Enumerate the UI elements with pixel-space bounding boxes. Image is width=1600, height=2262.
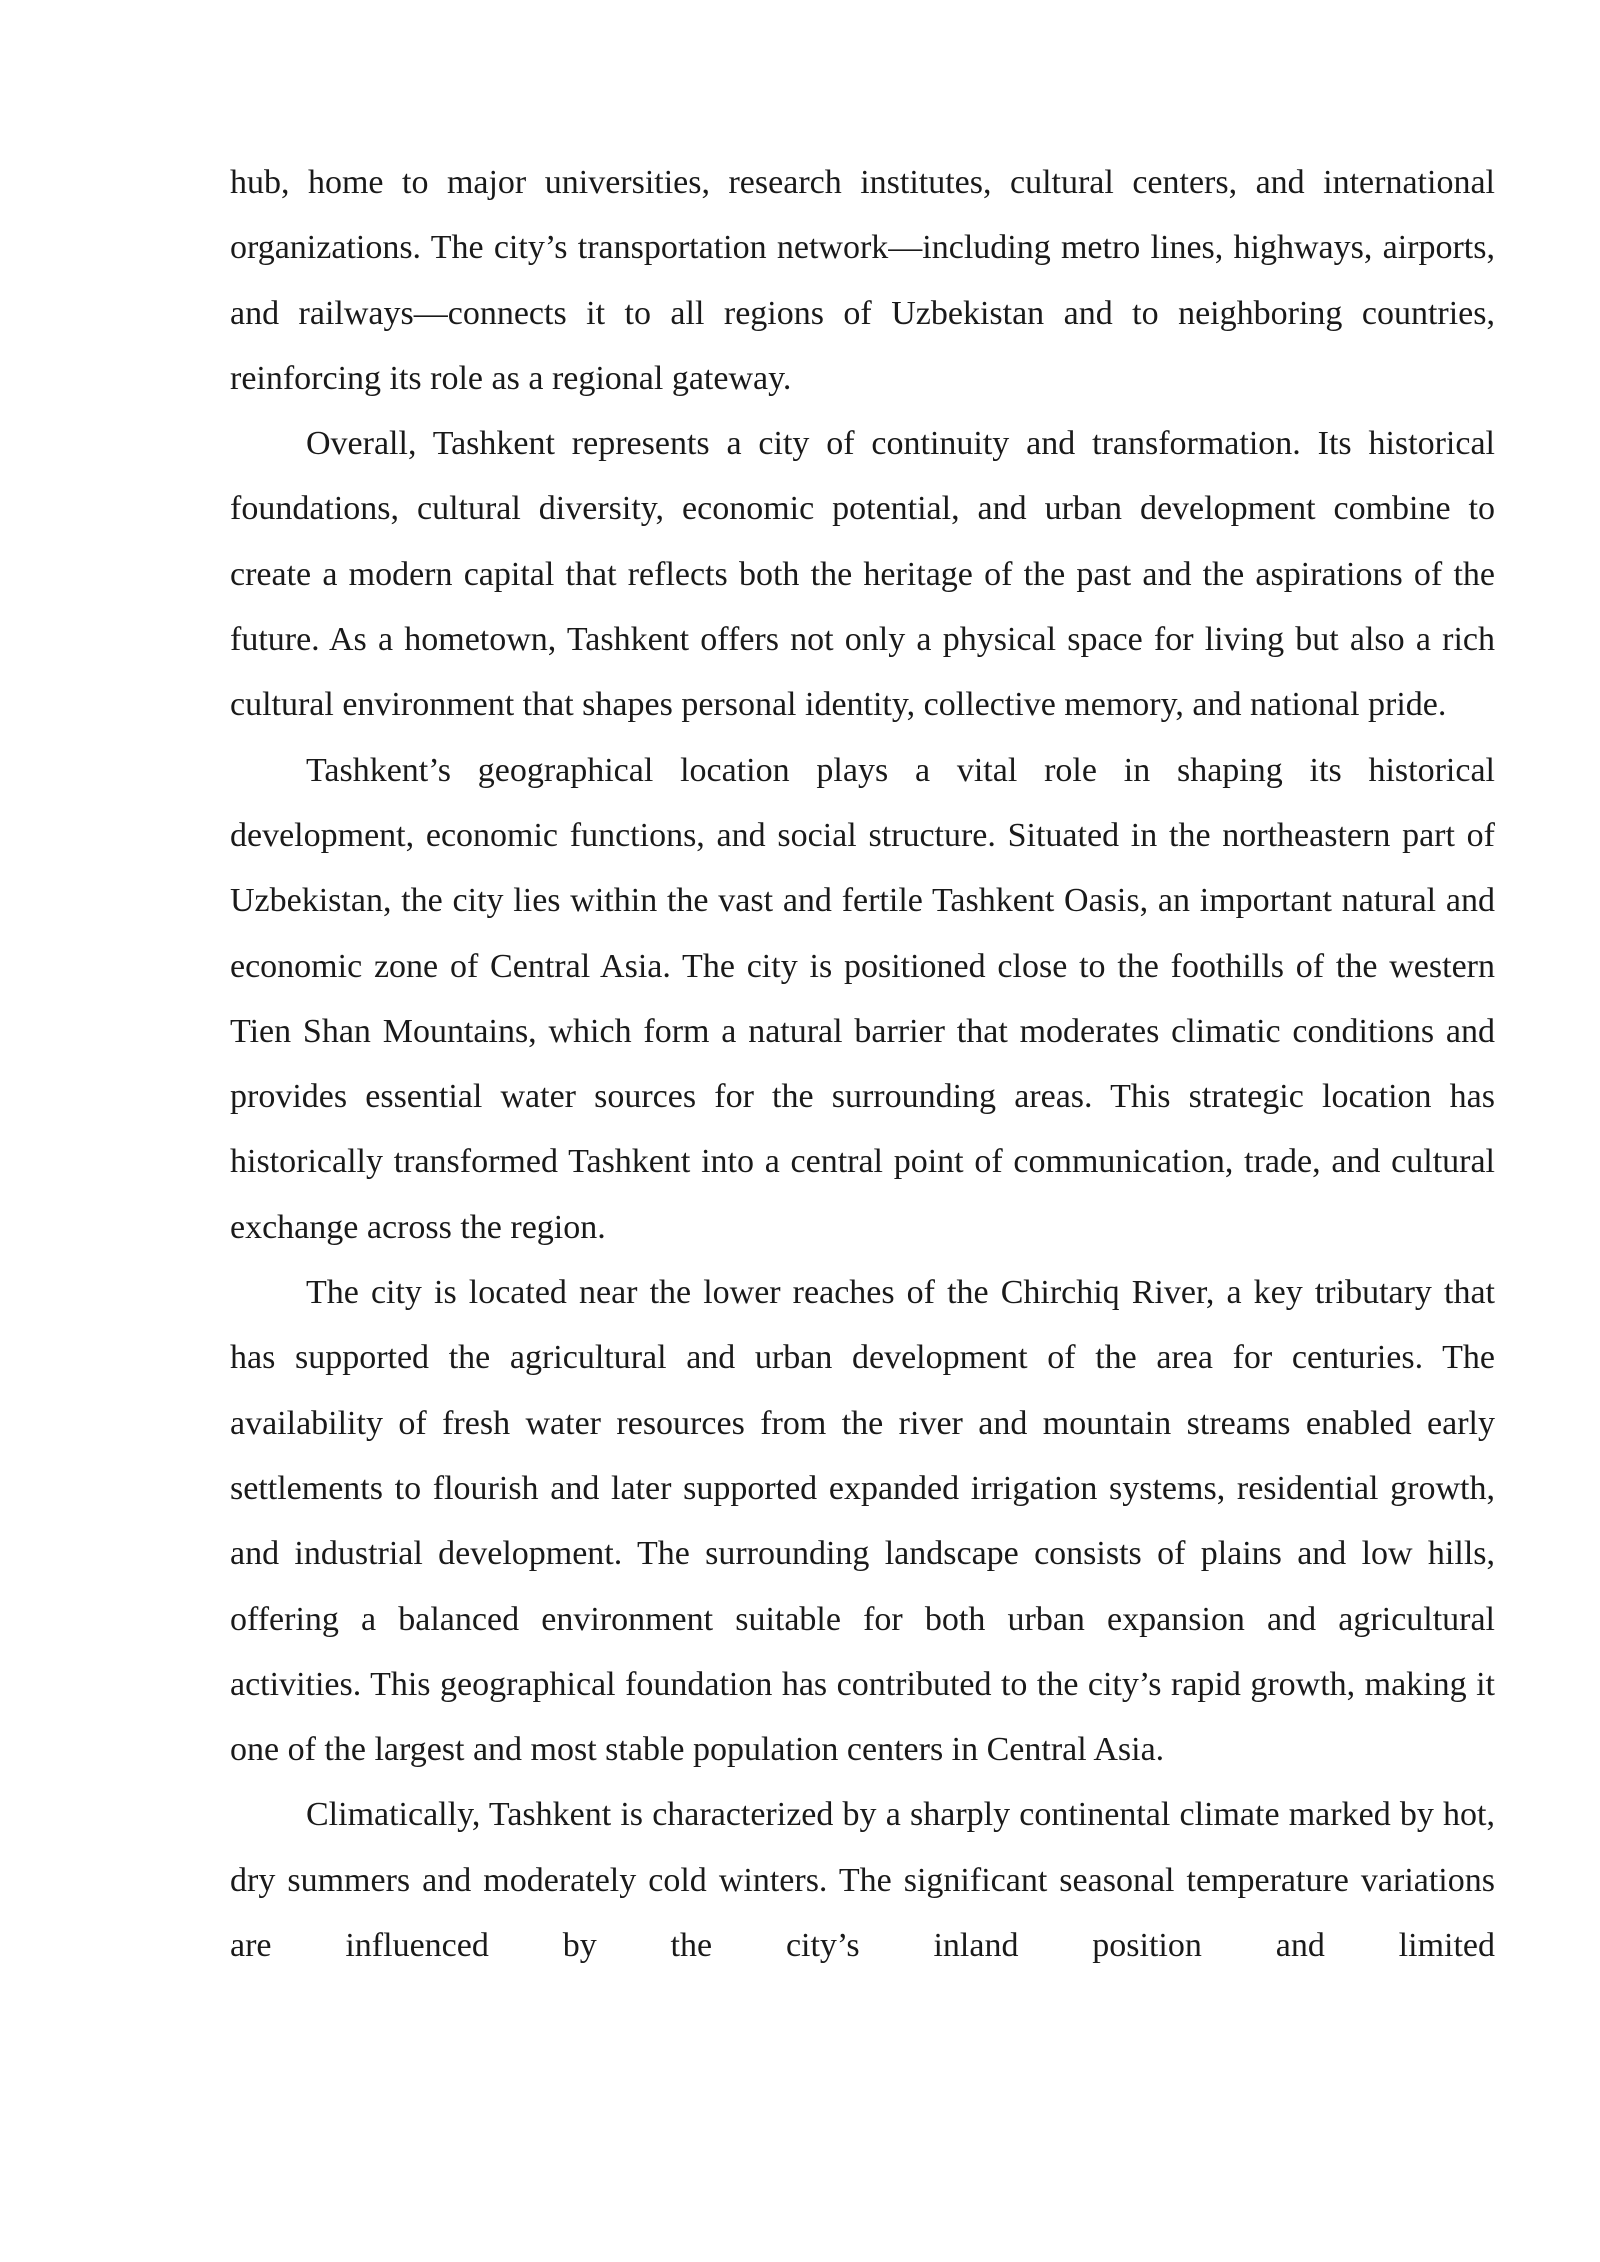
paragraph-continuation: hub, home to major universities, research institutes, cultural centers, and international organizations. The city’s transportation network—including metro lines, highways, airports, and railways—connects it to all regions of Uzbekistan and to neighboring countries, reinforcing its role as a regional gateway. — [230, 164, 1495, 397]
body-text — [230, 150, 1495, 1978]
paragraph-river: The city is located near the lower reaches of the Chirchiq River, a key tributary that has supported the agricultural and urban development of the area for centuries. The availability of fresh water resources from the river and mountain streams enabled early settlements to flourish and later supported expanded irrigation systems, residential growth, and industrial development. The surrounding landscape consists of plains and low hills, offering a balanced environment suitable for both urban expansion and agricultural activities. This geographical foundation has contributed to the city’s rapid growth, making it one of the largest and most stable population centers in Central Asia. — [230, 1274, 1495, 1769]
paragraph-geography: Tashkent’s geographical location plays a vital role in shaping its historical development, economic functions, and social structure. Situated in the northeastern part of Uzbekistan, the city lies within the vast and fertile Tashkent Oasis, an important natural and economic zone of Central Asia. The city is positioned close to the foothills of the western Tien Shan Mountains, which form a natural barrier that moderates climatic conditions and provides essential water sources for the surrounding areas. This strategic location has historically transformed Tashkent into a central point of communication, trade, and cultural exchange across the region. — [230, 751, 1495, 1246]
paragraph-overall: Overall, Tashkent represents a city of continuity and transformation. Its historical foundations, cultural diversity, economic potential, and urban development combine to create a modern capital that reflects both the heritage of the past and the aspirations of the future. As a hometown, Tashkent offers not only a physical space for living but also a rich cultural environment that shapes personal identity, collective memory, and national pride. — [230, 425, 1495, 724]
paragraph-climate: Climatically, Tashkent is characterized by a sharply continental climate marked by hot, dry summers and moderately cold winters. The significant seasonal temperature variations are influenced by the city’s inland position and limited — [230, 1796, 1495, 1965]
